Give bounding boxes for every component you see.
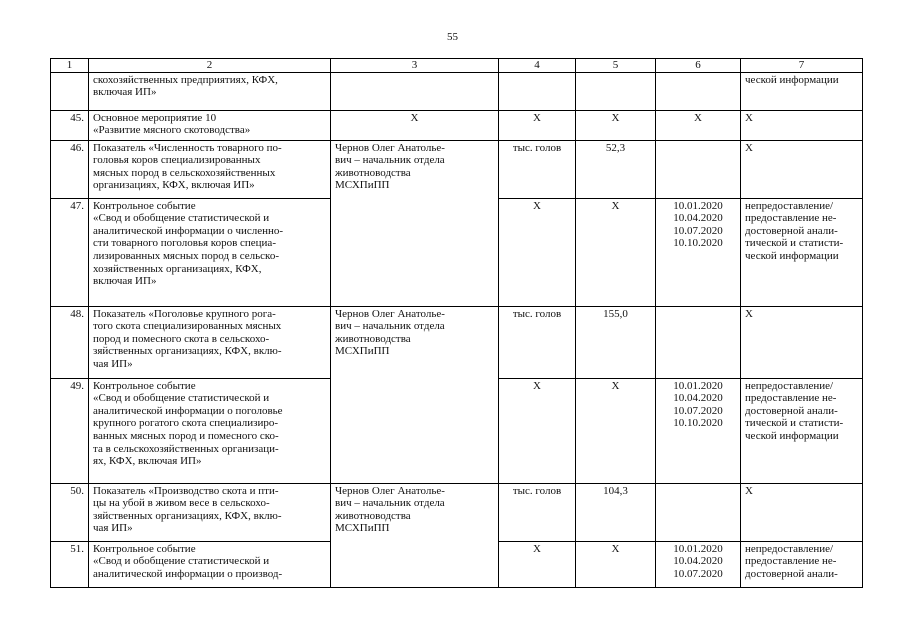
description-cell — [89, 483, 331, 541]
cell-line: Контрольное событие — [93, 542, 196, 555]
risk-cell: Х — [741, 140, 863, 198]
risk-cell: Х — [741, 110, 863, 140]
description-cell — [89, 72, 331, 110]
cell-line: животноводства — [335, 332, 411, 345]
column-header: 4 — [499, 59, 576, 73]
cell-line: Показатель «Поголовье крупного рога- — [93, 307, 276, 320]
cell-line: вич – начальник отдела — [335, 497, 445, 510]
cell-line: животноводства — [335, 166, 411, 179]
header-row — [51, 59, 863, 73]
cell-line: ях, КФХ, включая ИП» — [93, 455, 202, 468]
cell-line: лизированных мясных пород в сельско- — [93, 249, 279, 262]
cell-line: крупного рогатого скота специализиро- — [93, 417, 278, 430]
table-row — [51, 140, 863, 198]
value-cell: Х — [576, 110, 656, 140]
cell-line: чая ИП» — [93, 522, 133, 535]
cell-line: аналитической информации о производ- — [93, 567, 283, 580]
risk-cell: Х — [741, 483, 863, 541]
responsible-cell: Х — [331, 110, 499, 140]
cell-line: достоверной анали- — [745, 224, 838, 237]
row-number: 48. — [51, 306, 89, 378]
cell-line: МСХПиПП — [335, 179, 390, 192]
cell-line: Чернов Олег Анатолье- — [335, 484, 445, 497]
cell-line: предоставление не- — [745, 555, 837, 568]
value-cell: Х — [576, 541, 656, 587]
cell-line: Основное мероприятие 10 — [93, 111, 217, 124]
cell-line: та в сельскохозяйственных организаци- — [93, 442, 279, 455]
description-cell — [89, 378, 331, 483]
responsible-cell — [331, 72, 499, 110]
cell-line: организациях, КФХ, включая ИП» — [93, 179, 255, 192]
cell-line: зяйственных организациях, КФХ, вклю- — [93, 509, 282, 522]
cell-line: «Развитие мясного скотоводства» — [93, 124, 251, 137]
cell-line: непредоставление/ — [745, 199, 834, 212]
cell-line: ческой информации — [745, 73, 839, 86]
cell-line: того скота специализированных мясных — [93, 320, 282, 333]
row-number-cell — [51, 72, 89, 110]
plan-table — [50, 58, 863, 588]
row-number: 50. — [51, 483, 89, 541]
responsible-cell — [331, 140, 499, 306]
cell-line: вич – начальник отдела — [335, 154, 445, 167]
cell-line: 10.07.2020 — [673, 567, 723, 580]
date-cell — [656, 541, 741, 587]
cell-line: аналитической информации о численно- — [93, 224, 284, 237]
cell-line: аналитической информации о поголовье — [93, 404, 283, 417]
column-header: 2 — [89, 59, 331, 73]
risk-cell — [741, 541, 863, 587]
unit-cell: тыс. голов — [499, 483, 576, 541]
cell-line: 10.10.2020 — [673, 417, 723, 430]
cell-line: Контрольное событие — [93, 379, 196, 392]
cell-line: вич – начальник отдела — [335, 320, 445, 333]
cell-line: скохозяйственных предприятиях, КФХ, — [93, 73, 278, 86]
value-cell: Х — [576, 378, 656, 483]
table-row — [51, 72, 863, 110]
cell-line: 10.07.2020 — [673, 224, 723, 237]
date-cell — [656, 140, 741, 198]
cell-line: чая ИП» — [93, 357, 133, 370]
cell-line: хозяйственных организациях, КФХ, — [93, 262, 262, 275]
cell-line: ческой информации — [745, 429, 839, 442]
column-header: 6 — [656, 59, 741, 73]
cell-line: 10.07.2020 — [673, 404, 723, 417]
risk-cell: Х — [741, 306, 863, 378]
row-number: 51. — [51, 541, 89, 587]
cell-line: тической и статисти- — [745, 417, 844, 430]
table-row — [51, 306, 863, 378]
cell-line: цы на убой в живом весе в сельскохо- — [93, 497, 270, 510]
cell-line: Чернов Олег Анатолье- — [335, 141, 445, 154]
row-number: 47. — [51, 198, 89, 306]
value-cell: 155,0 — [576, 306, 656, 378]
cell-line: Контрольное событие — [93, 199, 196, 212]
description-cell — [89, 306, 331, 378]
cell-line: МСХПиПП — [335, 522, 390, 535]
cell-line: пород и помесного скота в сельскохо- — [93, 332, 270, 345]
cell-line: 10.01.2020 — [673, 199, 723, 212]
row-number: 49. — [51, 378, 89, 483]
cell-line: МСХПиПП — [335, 345, 390, 358]
unit-cell: Х — [499, 541, 576, 587]
cell-line: зяйственных организациях, КФХ, вклю- — [93, 345, 282, 358]
risk-cell — [741, 198, 863, 306]
description-cell — [89, 140, 331, 198]
description-cell — [89, 110, 331, 140]
cell-line: «Свод и обобщение статистической и — [93, 555, 270, 568]
date-cell: Х — [656, 110, 741, 140]
value-cell — [576, 72, 656, 110]
unit-cell: Х — [499, 110, 576, 140]
table-row — [51, 483, 863, 541]
risk-cell — [741, 378, 863, 483]
cell-line: Показатель «Численность товарного по- — [93, 141, 282, 154]
page-number: 55 — [447, 31, 458, 43]
cell-line: достоверной анали- — [745, 404, 838, 417]
cell-line: включая ИП» — [93, 275, 157, 288]
value-cell: 104,3 — [576, 483, 656, 541]
cell-line: предоставление не- — [745, 392, 837, 405]
cell-line: 10.04.2020 — [673, 555, 723, 568]
cell-line: 10.10.2020 — [673, 237, 723, 250]
value-cell: 52,3 — [576, 140, 656, 198]
cell-line: 10.04.2020 — [673, 392, 723, 405]
cell-line: «Свод и обобщение статистической и — [93, 392, 270, 405]
description-cell — [89, 198, 331, 306]
cell-line: ческой информации — [745, 249, 839, 262]
value-cell: Х — [576, 198, 656, 306]
responsible-cell — [331, 483, 499, 587]
unit-cell — [499, 72, 576, 110]
cell-line: непредоставление/ — [745, 542, 834, 555]
row-number: 45. — [51, 110, 89, 140]
cell-line: достоверной анали- — [745, 567, 838, 580]
cell-line: ванных мясных пород и помесного ско- — [93, 429, 279, 442]
cell-line: 10.01.2020 — [673, 379, 723, 392]
cell-line: предоставление не- — [745, 212, 837, 225]
column-header: 3 — [331, 59, 499, 73]
unit-cell: тыс. голов — [499, 306, 576, 378]
column-header: 5 — [576, 59, 656, 73]
risk-cell — [741, 72, 863, 110]
table-row — [51, 110, 863, 140]
unit-cell: Х — [499, 378, 576, 483]
cell-line: мясных пород в сельскохозяйственных — [93, 166, 276, 179]
cell-line: сти товарного поголовья коров специа- — [93, 237, 276, 250]
date-cell — [656, 72, 741, 110]
description-cell — [89, 541, 331, 587]
cell-line: включая ИП» — [93, 86, 157, 99]
cell-line: 10.04.2020 — [673, 212, 723, 225]
responsible-cell — [331, 306, 499, 483]
row-number: 46. — [51, 140, 89, 198]
cell-line: «Свод и обобщение статистической и — [93, 212, 270, 225]
column-header: 7 — [741, 59, 863, 73]
date-cell — [656, 306, 741, 378]
column-header: 1 — [51, 59, 89, 73]
date-cell — [656, 483, 741, 541]
unit-cell: тыс. голов — [499, 140, 576, 198]
cell-line: головья коров специализированных — [93, 154, 261, 167]
cell-line: Показатель «Производство скота и пти- — [93, 484, 279, 497]
unit-cell: Х — [499, 198, 576, 306]
cell-line: тической и статисти- — [745, 237, 844, 250]
cell-line: животноводства — [335, 509, 411, 522]
cell-line: 10.01.2020 — [673, 542, 723, 555]
date-cell — [656, 378, 741, 483]
date-cell — [656, 198, 741, 306]
cell-line: Чернов Олег Анатолье- — [335, 307, 445, 320]
cell-line: непредоставление/ — [745, 379, 834, 392]
